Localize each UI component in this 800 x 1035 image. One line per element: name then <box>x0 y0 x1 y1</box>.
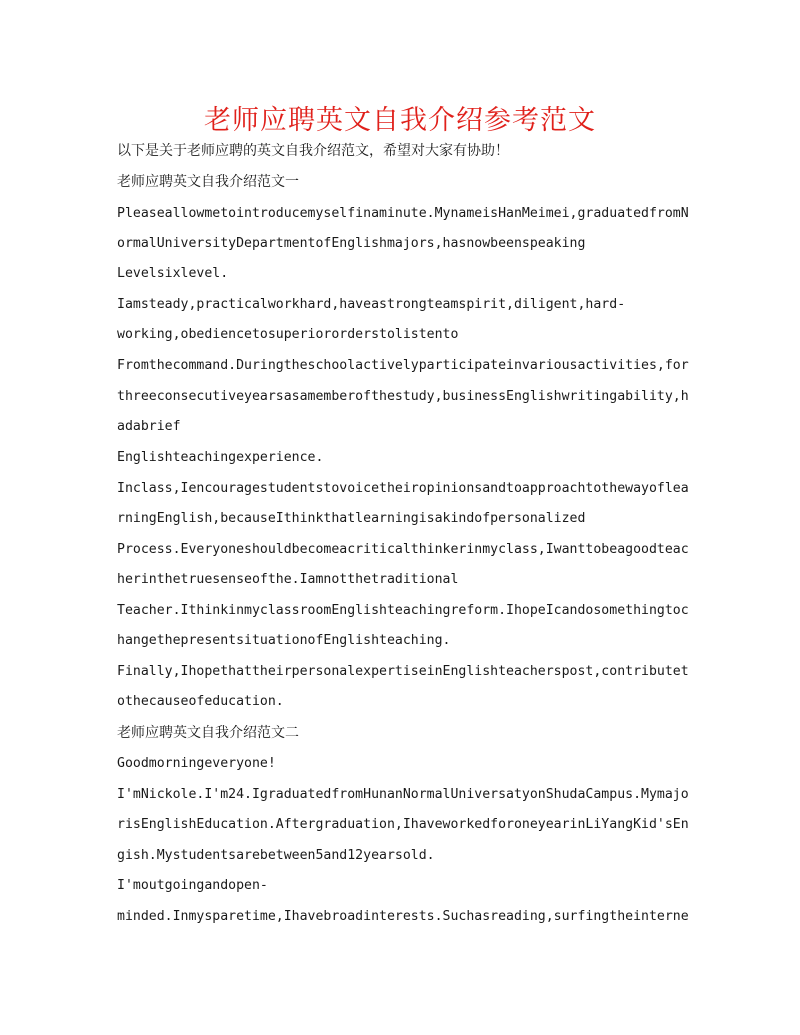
intro-line: 以下是关于老师应聘的英文自我介绍范文，希望对大家有协助！ <box>117 143 509 159</box>
text-line: othecauseofeducation. <box>117 694 284 709</box>
text-line: ormalUniversityDepartmentofEnglishmajors,hasnowbeenspeaking <box>117 236 586 251</box>
text-line: adabrief <box>117 419 181 434</box>
text-line: working,obediencetosuperiororderstolistento <box>117 327 459 342</box>
text-line: gish.Mystudentsarebetween5and12yearsold. <box>117 848 435 863</box>
text-line: I'moutgoingandopen- <box>117 878 268 893</box>
text-line: I'mNickole.I'm24.IgraduatedfromHunanNormalUniversatyonShudaCampus.Mymajo <box>117 787 689 802</box>
text-line: Teacher.IthinkinmyclassroomEnglishteachingreform.IhopeIcandosomethingtoc <box>117 603 689 618</box>
text-line: herinthetruesenseofthe.Iamnotthetraditional <box>117 572 459 587</box>
text-line: Englishteachingexperience. <box>117 450 324 465</box>
text-line: Iamsteady,practicalworkhard,haveastrongteamspirit,diligent,hard- <box>117 297 626 312</box>
section-heading-two: 老师应聘英文自我介绍范文二 <box>117 725 299 741</box>
text-line: Pleaseallowmetointroducemyselfinaminute.MynameisHanMeimei,graduatedfromN <box>117 206 689 221</box>
document-title: 老师应聘英文自我介绍参考范文 <box>204 105 596 136</box>
text-line: Finally,IhopethattheirpersonalexpertiseinEnglishteacherspost,contributet <box>117 664 689 679</box>
text-line: rningEnglish,becauseIthinkthatlearningisakindofpersonalized <box>117 511 586 526</box>
text-line: Goodmorningeveryone! <box>117 756 276 771</box>
text-line: Levelsixlevel. <box>117 266 229 281</box>
text-line: Inclass,Iencouragestudentstovoicetheiropinionsandtoapproachtothewayoflea <box>117 481 689 496</box>
text-line: minded.Inmysparetime,Ihavebroadinterests.Suchasreading,surfingtheinterne <box>117 909 689 924</box>
text-line: threeconsecutiveyearsasamemberofthestudy,businessEnglishwritingability,h <box>117 389 689 404</box>
text-line: hangethepresentsituationofEnglishteaching. <box>117 633 451 648</box>
section-heading-one: 老师应聘英文自我介绍范文一 <box>117 174 299 190</box>
text-line: Fromthecommand.Duringtheschoolactivelyparticipateinvariousactivities,for <box>117 358 689 373</box>
text-line: Process.Everyoneshouldbecomeacriticalthinkerinmyclass,Iwanttobeagoodteac <box>117 542 689 557</box>
text-line: risEnglishEducation.Aftergraduation,IhaveworkedforoneyearinLiYangKid'sEn <box>117 817 689 832</box>
